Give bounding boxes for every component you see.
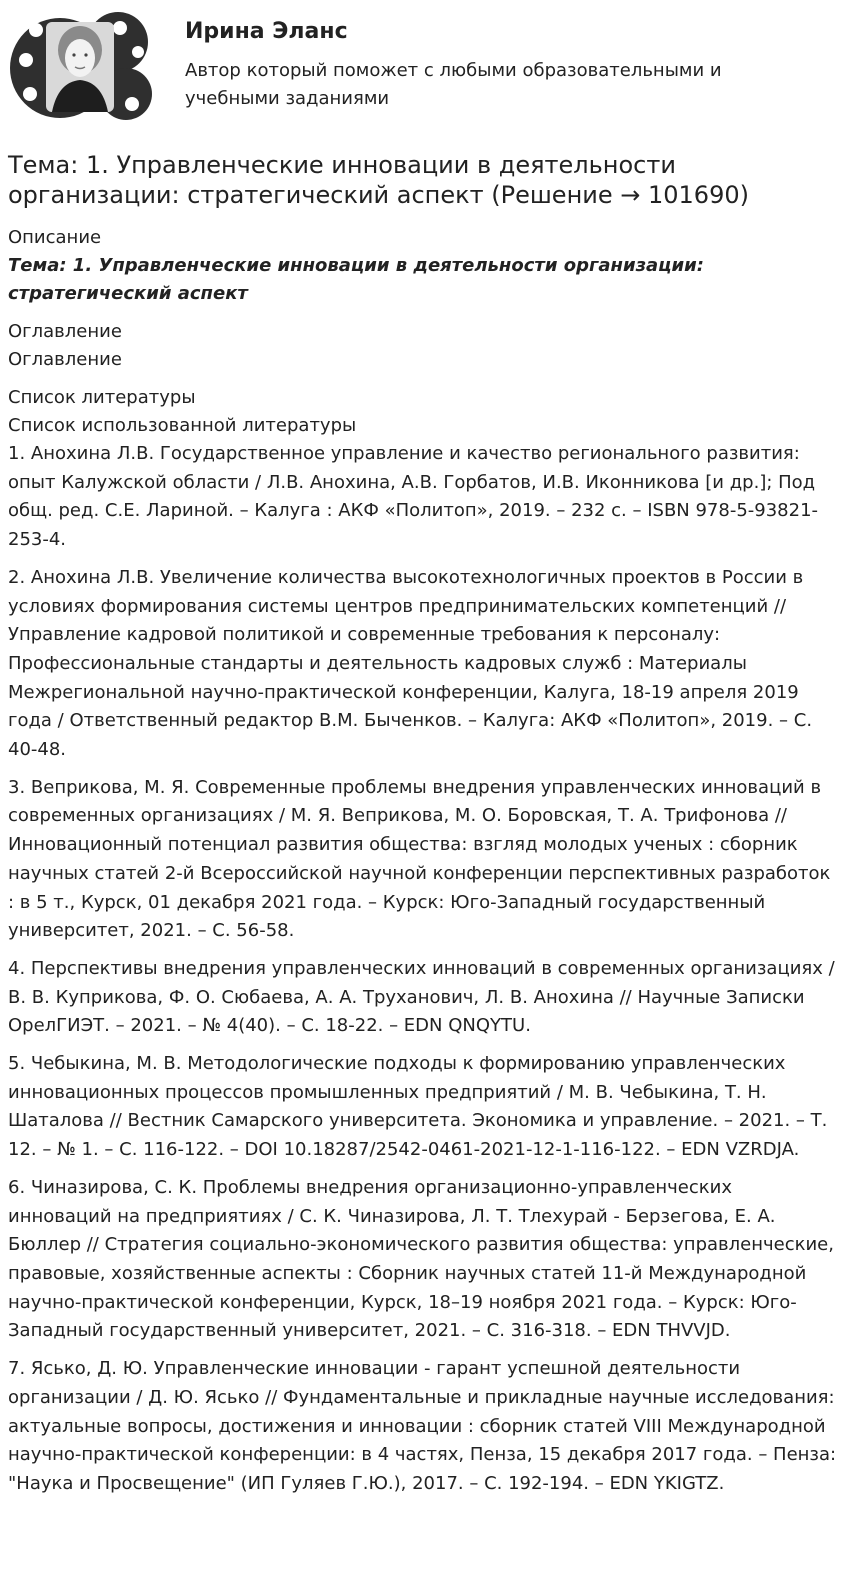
reference-item: 2. Анохина Л.В. Увеличение количества высокотехнологичных проектов в России в условиях формирования системы центров предпринимательских компетенций // Управление кадровой политикой и современные требования к персоналу: Профессиональные стандарты и деятельность кадровых служб : Материалы Межрегиональной научно-практической конференции, Калуга, 18-19 апреля 2019 года / Ответственный редактор В.М. Быченков. – Калуга: АКФ «Политоп», 2019. – С. 40-48. bbox=[8, 566, 813, 761]
document-content bbox=[8, 150, 840, 1508]
reference-item: 1. Анохина Л.В. Государственное управление и качество регионального развития: опыт Калужской области / Л.В. Анохина, А.В. Горбатов, И.В. Иконникова [и др.]; Под общ. ред. С.Е. Лариной. – Калуга : АКФ «Политоп», 2019. – 232 с. – ISBN 978-5-93821-253-4. bbox=[8, 443, 819, 551]
reference-item: 5. Чебыкина, М. В. Методологические подходы к формированию управленческих инновационных процессов промышленных предприятий / М. В. Чебыкина, Т. Н. Шаталова // Вестник Самарского университета. Экономика и управление. – 2021. – Т. 12. – № 1. – С. 116-122. – DOI 10.18287/2542-0461-2021-12-1-116-122. – EDN VZRDJA. bbox=[8, 1053, 828, 1161]
author-avatar bbox=[8, 8, 154, 125]
used-literature-label: Список использованной литературы bbox=[8, 415, 357, 436]
reference-item: 7. Ясько, Д. Ю. Управленческие инновации - гарант успешной деятельности организации / Д. Ю. Ясько // Фундаментальные и прикладные научные исследования: актуальные вопросы, достижения и инновации : сборник статей VIII Международной научно-практической конференции: в 4 частях, Пенза, 15 декабря 2017 года. – Пенза: "Наука и Просвещение" (ИП Гуляев Г.Ю.), 2017. – С. 192-194. – EDN YKIGTZ. bbox=[8, 1358, 837, 1494]
description-label: Описание bbox=[8, 227, 102, 248]
toc-label-second: Оглавление bbox=[8, 349, 122, 370]
bibliography-label: Список литературы bbox=[8, 387, 196, 408]
reference-item: 3. Веприкова, М. Я. Современные проблемы внедрения управленческих инноваций в современных организациях / М. Я. Веприкова, М. О. Боровская, Т. А. Трифонова // Инновационный потенциал развития общества: взгляд молодых ученых : сборник научных статей 2-й Всероссийской научной конференции перспективных разработок : в 5 т., Курск, 01 декабря 2021 года. – Курск: Юго-Западный государственный университет, 2021. – С. 56-58. bbox=[8, 776, 831, 942]
author-description: Автор который поможет с любыми образовательными и учебными заданиями bbox=[185, 60, 722, 109]
author-card bbox=[8, 8, 838, 128]
reference-item: 4. Перспективы внедрения управленческих инноваций в современных организациях / В. В. Куприкова, Ф. О. Сюбаева, А. А. Труханович, Л. В. Анохина // Научные Записки ОрелГИЭТ. – 2021. – № 4(40). – С. 18-22. – EDN QNQYTU. bbox=[8, 957, 835, 1037]
topic-heading: Тема: 1. Управленческие инновации в деятельности организации: стратегический аспект bbox=[8, 255, 704, 304]
author-name[interactable]: Ирина Эланс bbox=[185, 19, 348, 44]
reference-item: 6. Чиназирова, С. К. Проблемы внедрения организационно-управленческих инноваций на предприятиях / С. К. Чиназирова, Л. Т. Тлехурай - Берзегова, Е. А. Бюллер // Стратегия социально-экономического развития общества: управленческие, правовые, хозяйственные аспекты : Сборник научных статей 11-й Международной научно-практической конференции, Курск, 18–19 ноября 2021 года. – Курск: Юго-Западный государственный университет, 2021. – С. 316-318. – EDN THVVJD. bbox=[8, 1176, 834, 1342]
document-title: Тема: 1. Управленческие инновации в деятельности организации: стратегический аспект (Решение → 101690) bbox=[8, 151, 749, 209]
toc-label: Оглавление bbox=[8, 321, 122, 342]
